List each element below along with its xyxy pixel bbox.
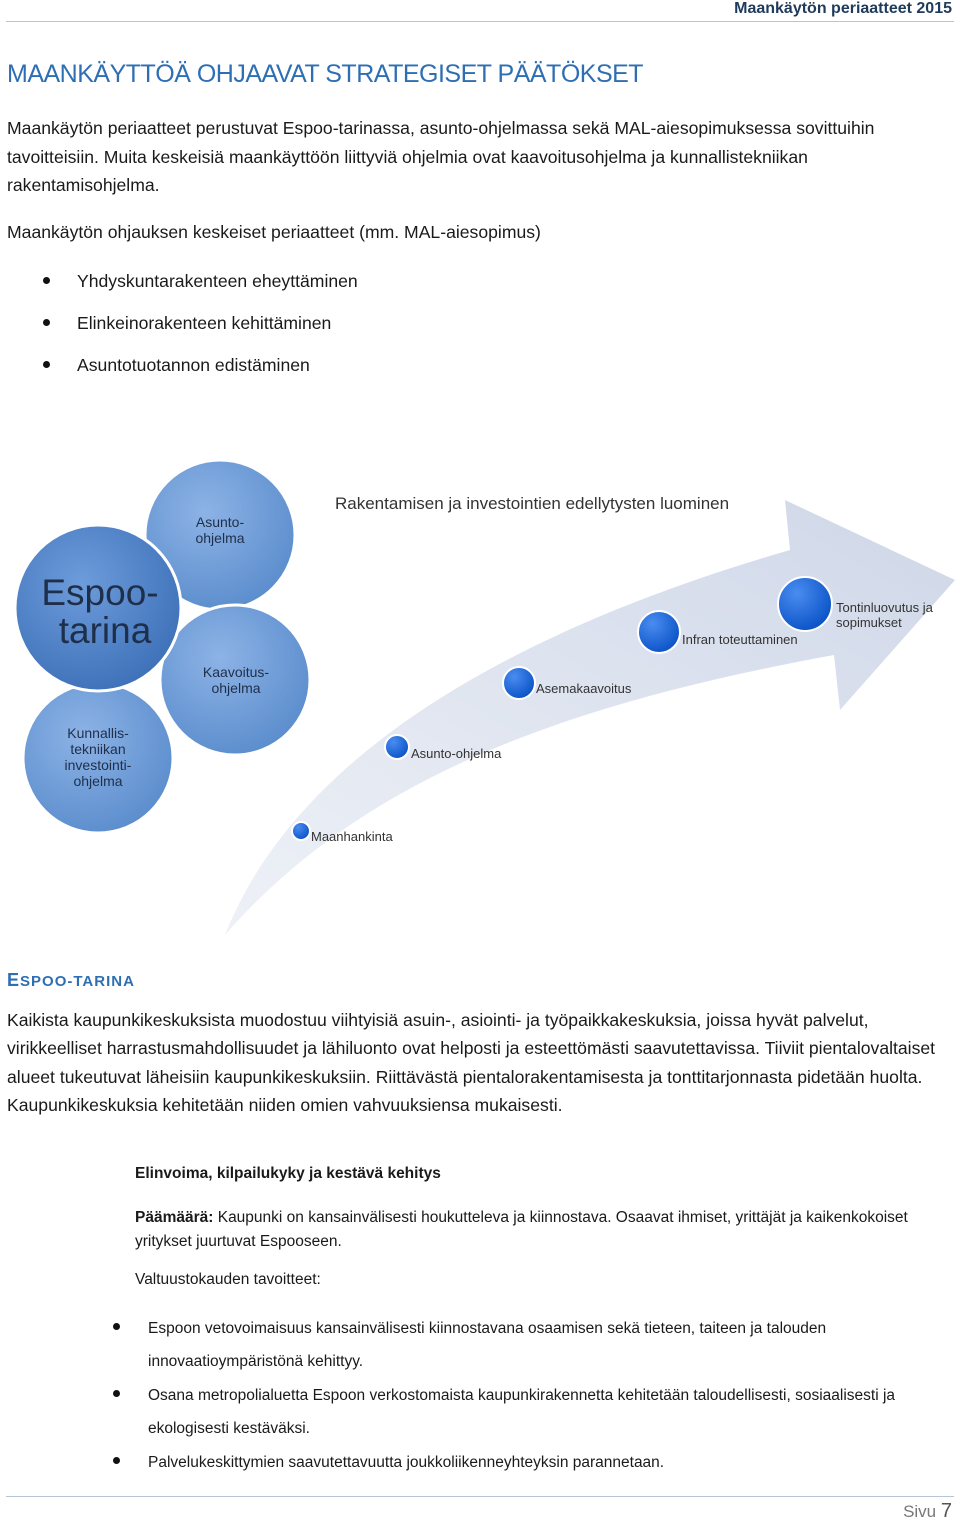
step-dot-maanhankinta [292,822,310,840]
step-label-asunto-ohjelma: Asunto-ohjelma [411,746,502,761]
main-heading: MAANKÄYTTÖÄ OHJAAVAT STRATEGISET PÄÄTÖKSET [7,60,644,88]
asunto-ohjelma-line2: ohjelma [195,530,245,546]
goal-label: Päämäärä: [135,1209,214,1226]
principle-item: Elinkeinorakenteen kehittäminen [0,308,358,350]
subheading-elinvoima: Elinvoima, kilpailukyky ja kestävä kehitys [135,1165,441,1182]
bullet-icon [43,361,50,368]
bullet-icon [113,1457,120,1464]
bullet-icon [43,277,50,284]
intro-paragraph: Maankäytön periaatteet perustuvat Espoo-tarinassa, asunto-ohjelmassa sekä MAL-aiesopimuksessa sovittuihin tavoitteisiin. Muita keskeisiä maankäyttöön liittyviä ohjelmia ovat kaavoitusohjelma ja kunnallistekniikan rakentamisohjelma. [7,118,875,195]
section-heading-espoo-tarina: ESPOO-TARINA [7,970,135,990]
step-dot-asemakaavoitus [503,667,535,699]
goal-text: Kaupunki on kansainvälisesti houkutteleva ja kiinnostava. Osaavat ihmiset, yrittäjät ja kaikenkokoiset yritykset juurtuvat Espooseen. [135,1209,908,1250]
section-body: Kaikista kaupunkikeskuksista muodostuu viihtyisiä asuin-, asiointi- ja työpaikkakeskuksia, joissa hyvät palvelut, virikkeelliset harrastusmahdollisuudet ja lähiluonto ovat helposti ja esteettömästi saavutettavissa. Tiiviit pientalovaltaiset alueet tukeutuvat läheisiin kaupunkikeskuksiin. Riittävästä pientalorakentamisesta ja tonttitarjonnasta pidetään huolta. Kaupunkikeskuksia kehitetään niiden omien vahvuuksiensa mukaisesti. [7,1010,936,1115]
principle-item: Yhdyskuntarakenteen eheyttäminen [0,266,358,308]
step-label-infran-toteuttaminen: Infran toteuttaminen [682,632,798,647]
kaavoitus-ohjelma-line1: Kaavoitus- [202,664,270,680]
bullet-icon [43,319,50,326]
arrow-title: Rakentamisen ja investointien edellytysten luominen [335,494,730,513]
header-divider [6,21,954,22]
principles-list [0,266,358,392]
bullet-icon [113,1323,120,1330]
espoo-tarina-line1: Espoo- [41,572,159,613]
kunnallis-line4: ohjelma [73,773,123,789]
step-dot-tontinluovutus [778,577,832,631]
asunto-ohjelma-line1: Asunto- [195,514,245,530]
bullet-icon [113,1390,120,1397]
principles-intro: Maankäytön ohjauksen keskeiset periaatteet (mm. MAL-aiesopimus) [7,222,541,242]
principle-item: Asuntotuotannon edistäminen [0,350,358,392]
kunnallis-line2: tekniikan [70,741,126,757]
term-goals-label: Valtuustokauden tavoitteet: [135,1271,321,1288]
step-dot-asunto-ohjelma [385,735,409,759]
progress-arrow [225,500,955,935]
term-goal-item: Osana metropolialuetta Espoon verkostomaista kaupunkirakennetta kehitetään taloudellisesti, sosiaalisesti ja ekologisesti kestäväksi. [0,1379,930,1445]
kunnallis-line3: investointi- [64,757,132,773]
page-number: Sivu 7 [903,1500,952,1522]
step-label-asemakaavoitus: Asemakaavoitus [536,681,632,696]
kaavoitus-ohjelma-line2: ohjelma [211,680,261,696]
goal-paragraph [135,1206,925,1253]
kunnallis-line1: Kunnallis- [67,725,129,741]
document-header-title: Maankäytön periaatteet 2015 [734,0,952,17]
term-goals-list [0,1312,930,1480]
strategy-diagram [0,440,960,950]
step-label-tontinluovutus-line2: sopimukset [836,615,902,630]
espoo-tarina-line2: tarina [58,610,152,651]
step-dot-infran-toteuttaminen [638,611,680,653]
step-label-tontinluovutus-line1: Tontinluovutus ja [836,600,933,615]
term-goal-item: Espoon vetovoimaisuus kansainvälisesti kiinnostavana osaamisen sekä tieteen, taiteen ja talouden innovaatioympäristönä kehittyy. [0,1312,930,1378]
footer-divider [6,1496,954,1497]
term-goal-item: Palvelukeskittymien saavutettavuutta joukkoliikenneyhteyksin parannetaan. [0,1446,930,1479]
step-label-maanhankinta: Maanhankinta [311,829,393,844]
